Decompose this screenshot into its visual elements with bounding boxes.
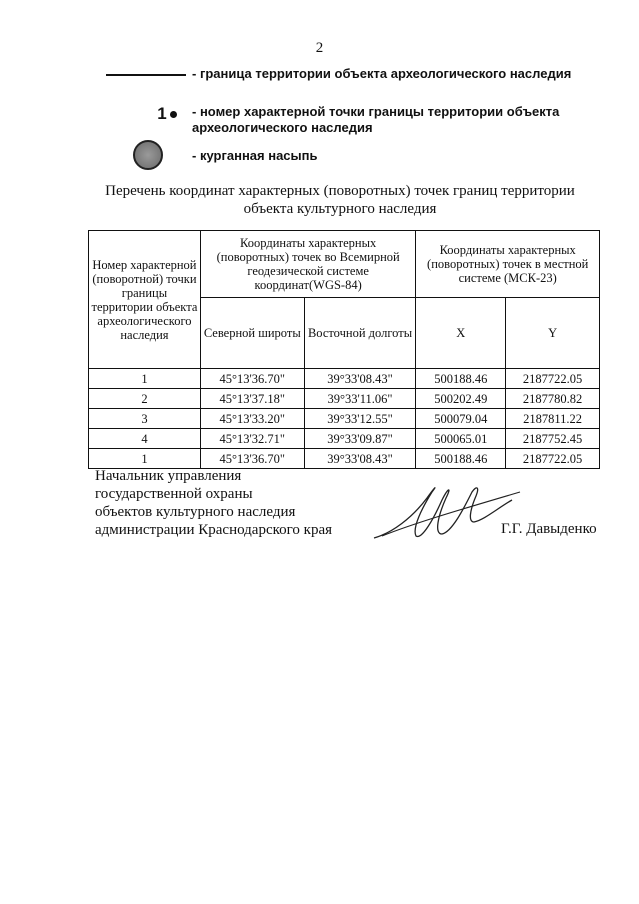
cell-lat: 45°13'33.20"	[200, 409, 304, 429]
cell-x: 500188.46	[416, 449, 506, 469]
handwritten-signature	[372, 478, 522, 548]
cell-y: 2187780.82	[506, 389, 600, 409]
point-dot-icon	[170, 111, 177, 118]
header-wgs: Координаты характерных (поворотных) точек во Всемирной геодезической системе координат(WGS-84)	[200, 231, 415, 298]
header-point: Номер характерной (поворотной) точки границы территории объекта археологического наследия	[89, 231, 201, 369]
legend-item-mound	[100, 140, 592, 170]
point-number-icon	[157, 104, 176, 124]
cell-lat: 45°13'37.18"	[200, 389, 304, 409]
boundary-line-icon	[106, 74, 186, 76]
coordinates-table	[88, 230, 600, 469]
table-row	[89, 369, 600, 389]
cell-x: 500188.46	[416, 369, 506, 389]
cell-lon: 39°33'08.43"	[304, 369, 416, 389]
page-number: 2	[315, 40, 324, 56]
cell-lat: 45°13'32.71"	[200, 429, 304, 449]
cell-y: 2187722.05	[506, 449, 600, 469]
position-line4: администрации Краснодарского края	[95, 522, 333, 538]
legend-text: - курганная насыпь	[192, 148, 318, 163]
table-row	[89, 429, 600, 449]
header-msk: Координаты характерных (поворотных) точек в местной системе (МСК-23)	[416, 231, 600, 298]
cell-lon: 39°33'12.55"	[304, 409, 416, 429]
position-line3: объектов культурного наследия	[95, 504, 296, 520]
cell-n: 4	[89, 429, 201, 449]
cell-n: 1	[89, 449, 201, 469]
cell-n: 2	[89, 389, 201, 409]
header-y: Y	[506, 298, 600, 369]
position-line1: Начальник управления	[95, 468, 242, 484]
cell-lon: 39°33'11.06"	[304, 389, 416, 409]
cell-lat: 45°13'36.70"	[200, 369, 304, 389]
cell-x: 500065.01	[416, 429, 506, 449]
cell-n: 3	[89, 409, 201, 429]
cell-x: 500079.04	[416, 409, 506, 429]
point-number-label: 1	[157, 104, 167, 123]
list-title	[60, 182, 620, 218]
header-lat: Северной широты	[200, 298, 304, 369]
cell-x: 500202.49	[416, 389, 506, 409]
cell-n: 1	[89, 369, 201, 389]
legend-item-boundary	[100, 66, 592, 82]
cell-y: 2187811.22	[506, 409, 600, 429]
legend-text: - граница территории объекта археологического наследия	[192, 66, 572, 81]
signature-block	[95, 467, 332, 539]
header-lon: Восточной долготы	[304, 298, 416, 369]
table-row	[89, 409, 600, 429]
table-row	[89, 449, 600, 469]
legend-item-point	[100, 104, 592, 136]
legend-text: - номер характерной точки границы территории объекта археологического наследия	[192, 104, 560, 135]
cell-y: 2187752.45	[506, 429, 600, 449]
signer-name: Г.Г. Давыденко	[501, 521, 597, 537]
cell-lat: 45°13'36.70"	[200, 449, 304, 469]
mound-icon	[133, 140, 163, 170]
list-title-line1: Перечень координат характерных (поворотных) точек границ территории	[105, 183, 575, 199]
cell-lon: 39°33'08.43"	[304, 449, 416, 469]
cell-lon: 39°33'09.87"	[304, 429, 416, 449]
header-x: X	[416, 298, 506, 369]
table-row	[89, 389, 600, 409]
list-title-line2: объекта культурного наследия	[243, 201, 437, 217]
cell-y: 2187722.05	[506, 369, 600, 389]
position-line2: государственной охраны	[95, 486, 253, 502]
